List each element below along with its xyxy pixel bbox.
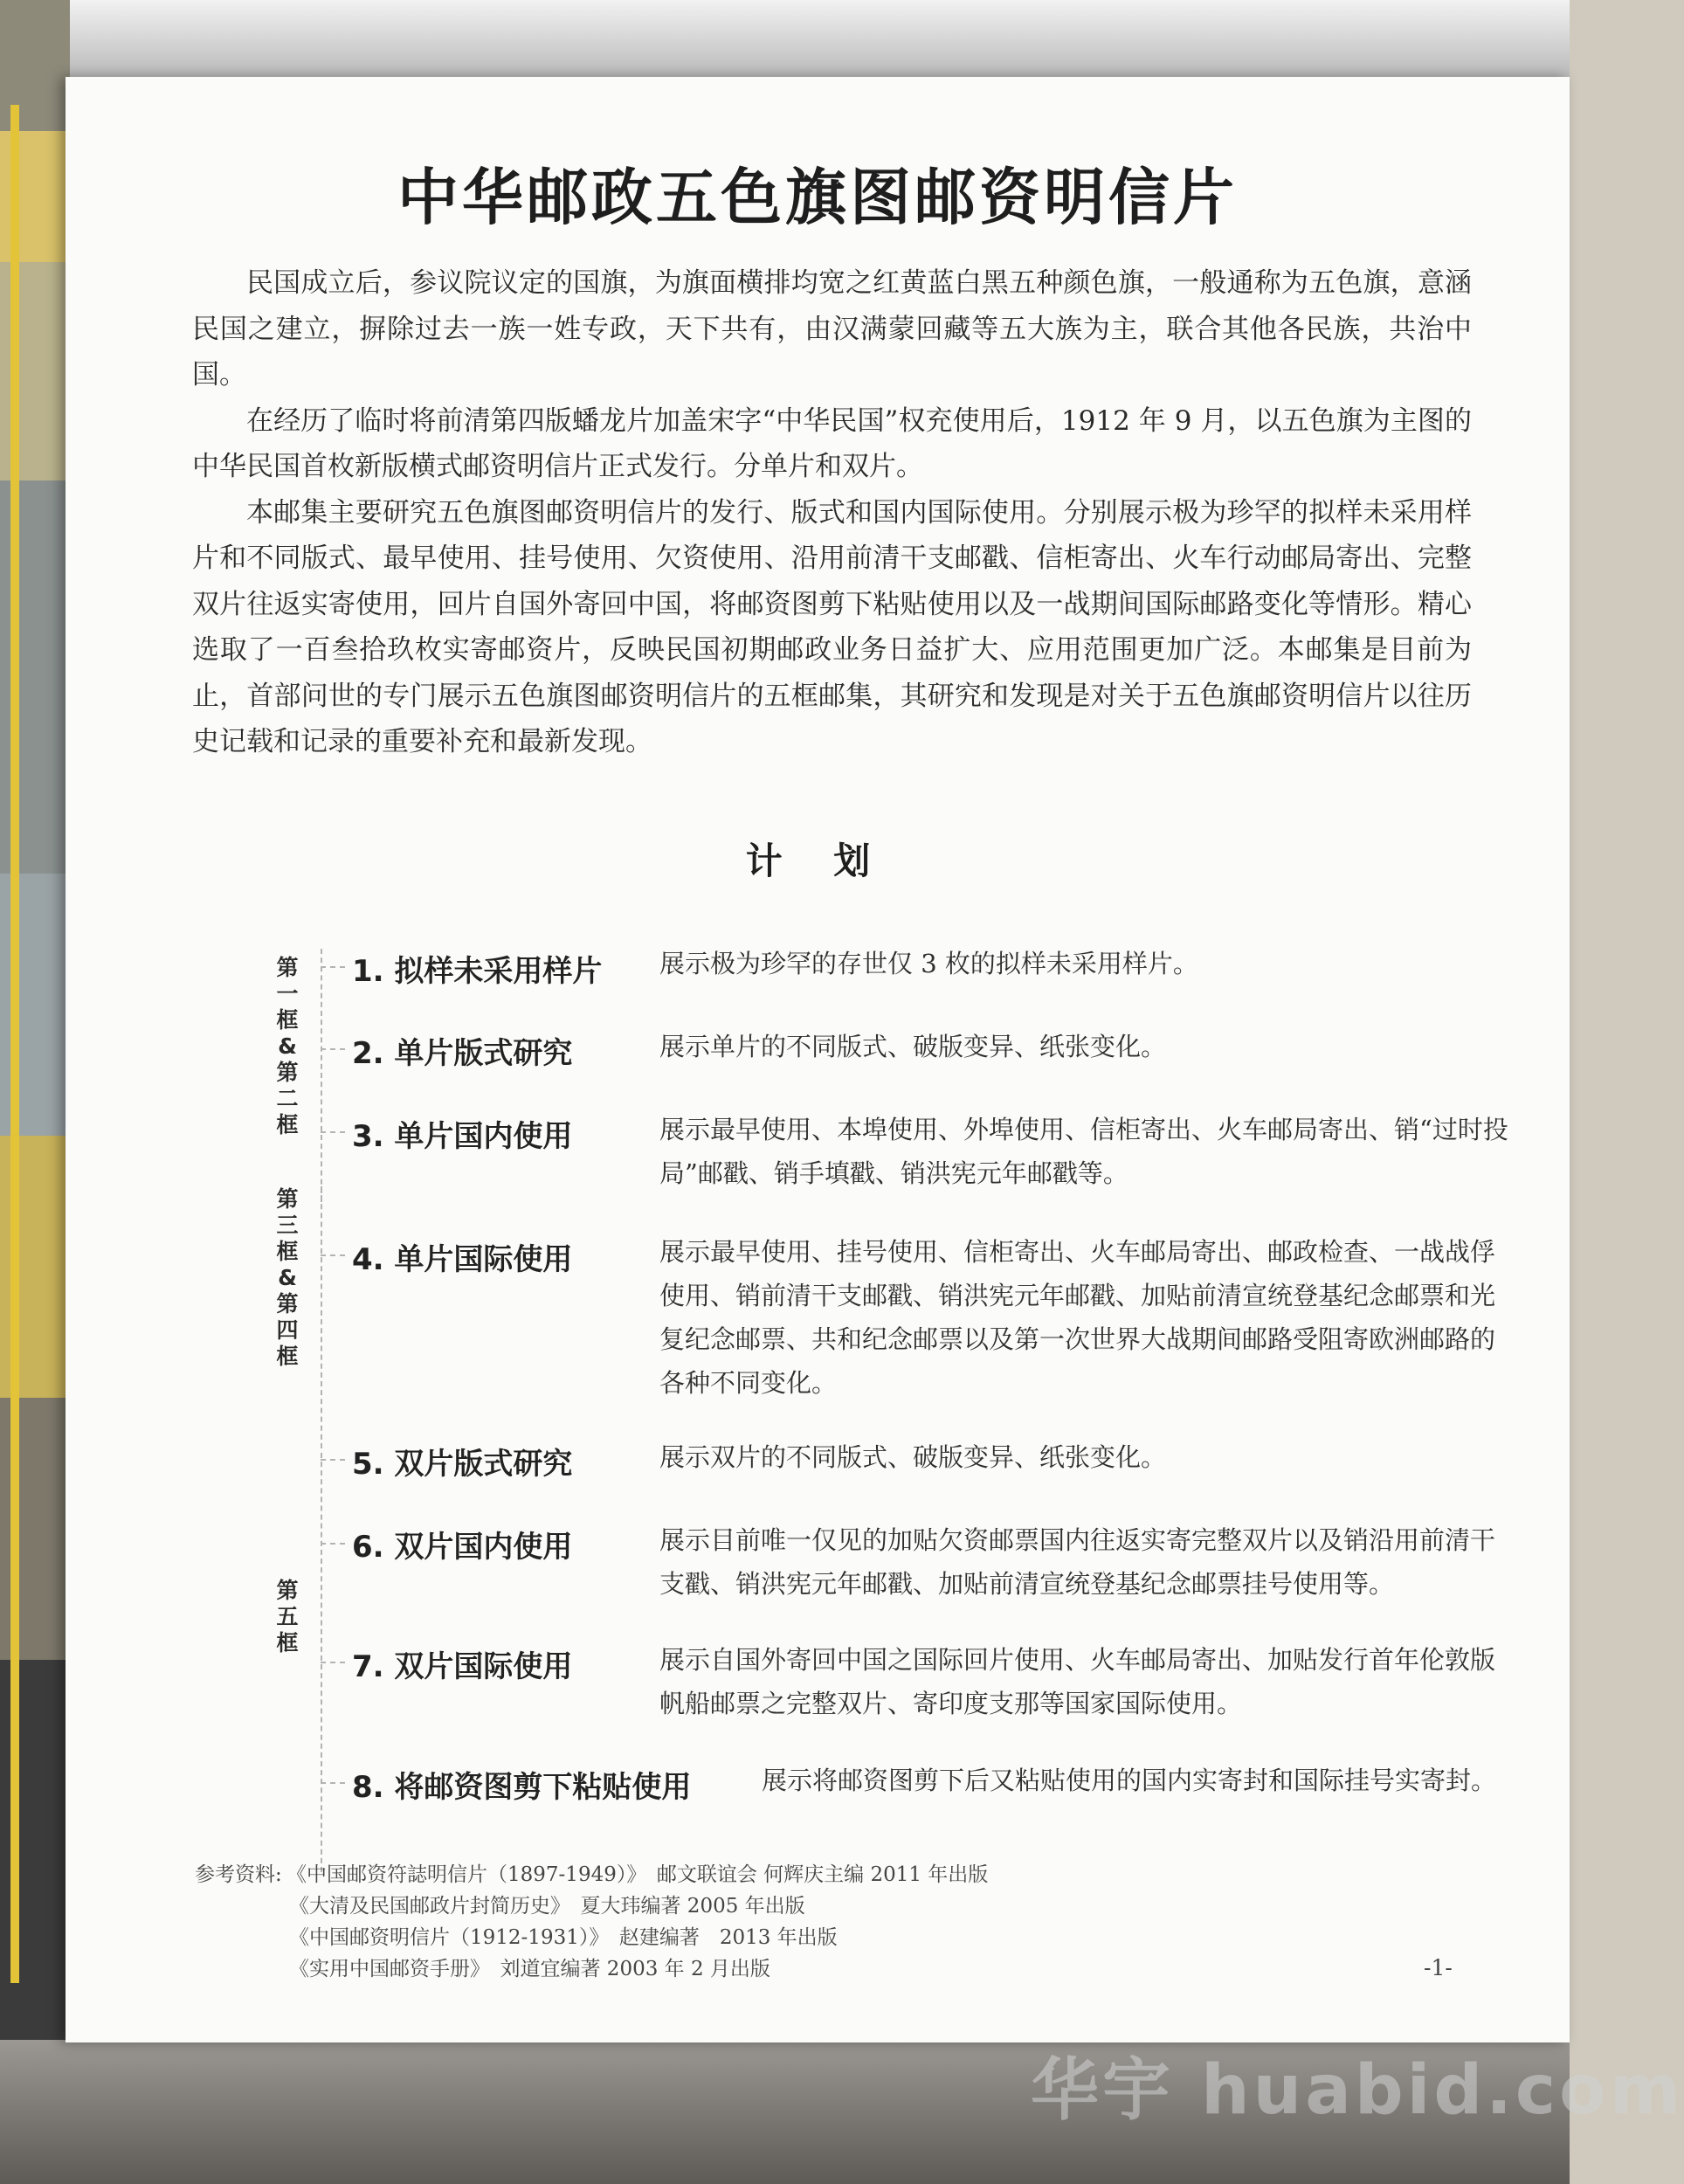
bracket-tick xyxy=(321,1254,345,1256)
page-number: -1- xyxy=(1424,1955,1453,1980)
plan-item-2-desc: 展示单片的不同版式、破版变异、纸张变化。 xyxy=(659,1032,1167,1061)
frame-label-5: 第五框 xyxy=(276,1578,299,1655)
plan-item-3-title: 3. 单片国内使用 xyxy=(352,1119,573,1154)
bracket-tick xyxy=(321,1662,345,1663)
bracket-tick xyxy=(321,966,345,968)
bracket-tick xyxy=(321,1782,345,1784)
plan-item-4-title: 4. 单片国际使用 xyxy=(352,1242,573,1277)
frame-label-3-4: 第三框&第四框 xyxy=(276,1186,299,1369)
plan-item-8-title: 8. 将邮资图剪下粘贴使用 xyxy=(352,1770,692,1805)
plan-item-7-desc: 展示自国外寄回中国之国际回片使用、火车邮局寄出、加贴发行首年伦敦版帆船邮票之完整双片、寄印度支那等国家国际使用。 xyxy=(659,1645,1496,1718)
bracket-tick xyxy=(321,1459,345,1461)
scan-top-edge xyxy=(0,0,1570,79)
bracket-frames-1-2 xyxy=(321,949,322,1202)
bracket-tick xyxy=(321,1131,345,1133)
reference-item: 《大清及民国邮政片封简历史》 夏大玮编著 2005 年出版 xyxy=(289,1895,805,1918)
plan-item-6-title: 6. 双片国内使用 xyxy=(352,1530,573,1565)
reference-item: 《中国邮资明信片（1912-1931）》 赵建编著 2013 年出版 xyxy=(289,1926,838,1949)
intro-section xyxy=(192,260,1472,765)
reference-item: 《实用中国邮资手册》 刘道宜编著 2003 年 2 月出版 xyxy=(289,1958,770,1980)
plan-heading: 计 划 xyxy=(745,840,890,882)
bracket-frames-3-4 xyxy=(321,1186,322,1448)
plan-item-8-desc: 展示将邮资图剪下后又粘贴使用的国内实寄封和国际挂号实寄封。 xyxy=(762,1766,1497,1795)
references-label: 参考资料: xyxy=(195,1863,282,1886)
bracket-tick xyxy=(321,1543,345,1545)
plan-item-5-title: 5. 双片版式研究 xyxy=(352,1447,573,1482)
intro-paragraph: 本邮集主要研究五色旗图邮资明信片的发行、版式和国内国际使用。分别展示极为珍罕的拟样未采用样片和不同版式、最早使用、挂号使用、欠资使用、沿用前清干支邮戳、信柜寄出、火车行动邮局寄出、完整双片往返实寄使用，回片自国外寄回中国，将邮资图剪下粘贴使用以及一战期间国际邮路变化等情形。精心选取了一百叁拾玖枚实寄邮资片，反映民国初期邮政业务日益扩大、应用范围更加广泛。本邮集是目前为止，首部问世的专门展示五色旗图邮资明信片的五框邮集，其研究和发现是对关于五色旗邮资明信片以往历史记载和记录的重要补充和最新发现。 xyxy=(192,496,1472,757)
spine-stripe xyxy=(10,105,19,1983)
intro-paragraph: 在经历了临时将前清第四版蟠龙片加盖宋字“中华民国”权充使用后，1912 年 9 月，以五色旗为主图的中华民国首枚新版横式邮资明信片正式发行。分单片和双片。 xyxy=(192,404,1472,482)
plan-item-1-title: 1. 拟样未采用样片 xyxy=(352,954,603,989)
plan-item-2-title: 2. 单片版式研究 xyxy=(352,1036,573,1071)
plan-item-6-desc: 展示目前唯一仅见的加贴欠资邮票国内往返实寄完整双片以及销沿用前清干支戳、销洪宪元年邮戳、加贴前清宣统登基纪念邮票挂号使用等。 xyxy=(659,1525,1496,1599)
intro-paragraph: 民国成立后，参议院议定的国旗，为旗面横排均宽之红黄蓝白黑五种颜色旗，一般通称为五色旗，意涵民国之建立，摒除过去一族一姓专政，天下共有，由汉满蒙回藏等五大族为主，联合其他各民族，共治中国。 xyxy=(192,267,1472,390)
plan-item-5-desc: 展示双片的不同版式、破版变异、纸张变化。 xyxy=(659,1442,1167,1472)
references xyxy=(195,1859,988,1985)
reference-item: 《中国邮资符誌明信片（1897-1949）》 邮文联谊会 何辉庆主编 2011 年出版 xyxy=(286,1863,989,1886)
document-page xyxy=(66,77,1570,2042)
plan-item-7-title: 7. 双片国际使用 xyxy=(352,1649,573,1684)
watermark: 华宇 huabid.com xyxy=(1031,2051,1684,2130)
plan-item-1-desc: 展示极为珍罕的存世仅 3 枚的拟样未采用样片。 xyxy=(659,949,1198,978)
page-title: 中华邮政五色旗图邮资明信片 xyxy=(397,162,1238,233)
plan-item-4-desc: 展示最早使用、挂号使用、信柜寄出、火车邮局寄出、邮政检查、一战战俘使用、销前清干支邮戳、销洪宪元年邮戳、加贴前清宣统登基纪念邮票和光复纪念邮票、共和纪念邮票以及第一次世界大战期间邮路受阻寄欧洲邮路的各种不同变化。 xyxy=(659,1237,1496,1398)
frame-label-1-2: 第一框&第二框 xyxy=(276,955,299,1137)
plan-item-3-desc: 展示最早使用、本埠使用、外埠使用、信柜寄出、火车邮局寄出、销“过时投局”邮戳、销手填戳、销洪宪元年邮戳等。 xyxy=(659,1115,1508,1188)
bracket-tick xyxy=(321,1048,345,1050)
